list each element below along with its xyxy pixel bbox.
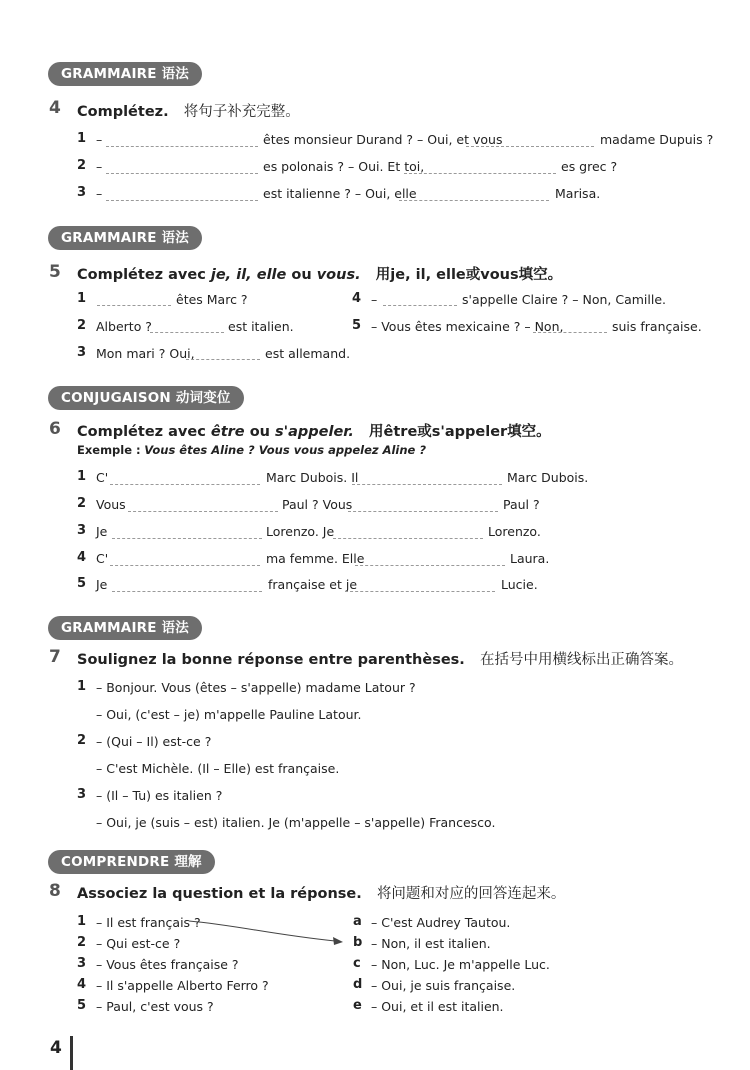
exercise-8-title-cn: 将问题和对应的回答连起来。 [376,886,566,902]
ex5-item-text: suis française. [612,319,702,334]
exercise-5-number: 5 [49,262,61,282]
ex6-item-text: Vous [96,497,126,512]
exercise-5-title-part: Complétez avec [77,267,211,283]
ex5-item-text: Alberto ? [96,319,152,334]
ex8-question[interactable]: – Qui est-ce ? [96,936,181,951]
exercise-4-title-cn: 将句子补充完整。 [183,104,300,120]
section-tag-grammaire-7: GRAMMAIRE 语法 [48,616,202,640]
ex4-item-number: 3 [77,185,87,200]
ex6-item-text: Je [96,577,108,592]
ex6-item-number: 4 [77,550,87,565]
ex5-item-text: – [371,292,378,307]
ex8-question[interactable]: – Paul, c'est vous ? [96,999,214,1014]
ex4-item-number: 2 [77,158,87,173]
section-tag-grammaire-4: GRAMMAIRE 语法 [48,62,202,86]
ex4-blank[interactable] [106,146,258,147]
ex6-item-text: C' [96,551,109,566]
ex5-blank[interactable] [150,332,224,333]
matching-arrow [185,915,350,947]
ex6-blank[interactable] [128,511,278,512]
page-number: 4 [50,1038,62,1058]
ex4-blank[interactable] [106,200,258,201]
exercise-8-title [77,882,565,903]
exercise-6-title-italic: s'appeler. [275,424,354,440]
exercise-5-title-cn: 用je, il, elle或vous填空。 [375,267,563,283]
ex6-item-text: Lucie. [501,577,538,592]
ex7-question[interactable]: – (Il – Tu) es italien ? [96,788,223,803]
ex5-blank[interactable] [97,305,171,306]
ex6-item-number: 3 [77,523,87,538]
exercise-5-title [77,263,562,284]
ex7-question[interactable]: – Bonjour. Vous (êtes – s'appelle) madame Latour ? [96,680,416,695]
exercise-6-title-cn: 用être或s'appeler填空。 [369,424,551,440]
ex8-answer[interactable]: – Oui, je suis française. [371,978,516,993]
ex5-item-number: 4 [352,291,362,306]
ex5-item-text: s'appelle Claire ? – Non, Camille. [462,292,666,307]
ex6-item-text: Marc Dubois. Il [266,470,359,485]
ex6-item-number: 2 [77,496,87,511]
exercise-7-title-cn: 在括号中用横线标出正确答案。 [479,652,683,668]
ex7-question[interactable]: – (Qui – Il) est-ce ? [96,734,212,749]
ex5-item-text: – Vous êtes mexicaine ? – Non, [371,319,564,334]
exercise-8-number: 8 [49,881,61,901]
ex6-item-text: Lorenzo. [488,524,541,539]
exercise-4-title [77,100,300,121]
ex4-item-prefix: – [96,132,103,147]
exercise-7-title [77,648,683,669]
ex4-item-text: es polonais ? – Oui. Et toi, [263,159,425,174]
ex5-blank[interactable] [533,332,607,333]
exercise-8-title-fr: Associez la question et la réponse. [77,886,362,902]
ex8-answer-letter: e [353,998,362,1013]
ex6-item-number: 5 [77,576,87,591]
ex4-blank[interactable] [404,173,556,174]
ex6-blank[interactable] [110,484,260,485]
exercise-7-title-fr: Soulignez la bonne réponse entre parenthèses. [77,652,465,668]
ex8-answer[interactable]: – Non, Luc. Je m'appelle Luc. [371,957,550,972]
exercise-5-title-italic: vous. [316,267,361,283]
ex8-answer-letter: b [353,935,363,950]
ex4-item-text: êtes monsieur Durand ? – Oui, et vous [263,132,503,147]
ex4-blank[interactable] [466,146,594,147]
exercise-4-number: 4 [49,98,61,118]
ex6-blank[interactable] [112,538,262,539]
section-tag-conjugaison-6: CONJUGAISON 动词变位 [48,386,244,410]
ex8-answer[interactable]: – Oui, et il est italien. [371,999,504,1014]
ex5-item-number: 2 [77,318,87,333]
ex6-item-text: Paul ? [503,497,540,512]
ex6-item-text: ma femme. Elle [266,551,365,566]
ex7-response[interactable]: – C'est Michèle. (Il – Elle) est française. [96,761,340,776]
ex8-question-number: 2 [77,935,87,950]
ex7-response[interactable]: – Oui, (c'est – je) m'appelle Pauline Latour. [96,707,362,722]
ex5-item-number: 3 [77,345,87,360]
ex6-blank[interactable] [112,591,262,592]
ex8-question-number: 4 [77,977,87,992]
ex7-response[interactable]: – Oui, je (suis – est) italien. Je (m'appelle – s'appelle) Francesco. [96,815,496,830]
ex6-item-text: française et je [268,577,358,592]
exercise-7-number: 7 [49,647,61,667]
ex7-item-number: 1 [77,679,87,694]
ex8-question[interactable]: – Il est français ? [96,915,201,930]
ex6-item-number: 1 [77,469,87,484]
ex8-question-number: 1 [77,914,87,929]
ex6-item-text: C' [96,470,109,485]
ex5-item-text: êtes Marc ? [176,292,248,307]
ex4-item-prefix: – [96,159,103,174]
ex6-blank[interactable] [110,565,260,566]
ex5-item-text: est italien. [228,319,294,334]
page-number-bar [70,1036,73,1070]
ex7-item-number: 2 [77,733,87,748]
exercise-4-title-fr: Complétez. [77,104,169,120]
ex8-question[interactable]: – Vous êtes française ? [96,957,239,972]
ex8-answer-letter: d [353,977,363,992]
ex4-item-number: 1 [77,131,87,146]
exercise-6-example [77,443,426,457]
exercise-6-title-part: ou [244,424,276,440]
ex6-blank[interactable] [355,565,505,566]
ex8-answer[interactable]: – Non, il est italien. [371,936,491,951]
ex4-item-text: madame Dupuis ? [600,132,714,147]
ex4-item-text: Marisa. [555,186,601,201]
example-text: Vous êtes Aline ? Vous vous appelez Aline ? [144,443,427,457]
exercise-6-title-italic: être [210,424,245,440]
exercise-5-title-part: ou [286,267,317,283]
ex6-item-text: Je [96,524,108,539]
ex5-item-number: 1 [77,291,87,306]
ex5-item-text: Mon mari ? Oui, [96,346,195,361]
ex4-item-text: es grec ? [561,159,618,174]
example-label: Exemple : [77,443,141,457]
ex5-blank[interactable] [383,305,457,306]
ex4-item-prefix: – [96,186,103,201]
ex8-question[interactable]: – Il s'appelle Alberto Ferro ? [96,978,269,993]
ex6-blank[interactable] [348,511,498,512]
ex6-item-text: Lorenzo. Je [266,524,335,539]
ex6-blank[interactable] [345,591,495,592]
ex6-item-text: Paul ? Vous [282,497,353,512]
ex4-blank[interactable] [106,173,258,174]
ex6-item-text: Marc Dubois. [507,470,589,485]
section-tag-comprendre-8: COMPRENDRE 理解 [48,850,215,874]
ex6-item-text: Laura. [510,551,550,566]
ex4-blank[interactable] [399,200,549,201]
exercise-5-title-italic: je, il, elle [210,267,287,283]
ex7-item-number: 3 [77,787,87,802]
ex8-question-number: 5 [77,998,87,1013]
ex6-blank[interactable] [333,538,483,539]
ex8-answer[interactable]: – C'est Audrey Tautou. [371,915,511,930]
ex4-item-text: est italienne ? – Oui, elle [263,186,417,201]
exercise-6-title-part: Complétez avec [77,424,211,440]
ex8-answer-letter: a [353,914,362,929]
ex8-question-number: 3 [77,956,87,971]
ex8-answer-letter: c [353,956,361,971]
ex5-item-text: est allemand. [265,346,351,361]
ex5-item-number: 5 [352,318,362,333]
exercise-6-title [77,420,551,441]
ex5-blank[interactable] [186,359,260,360]
ex6-blank[interactable] [352,484,502,485]
exercise-6-number: 6 [49,419,61,439]
section-tag-grammaire-5: GRAMMAIRE 语法 [48,226,202,250]
